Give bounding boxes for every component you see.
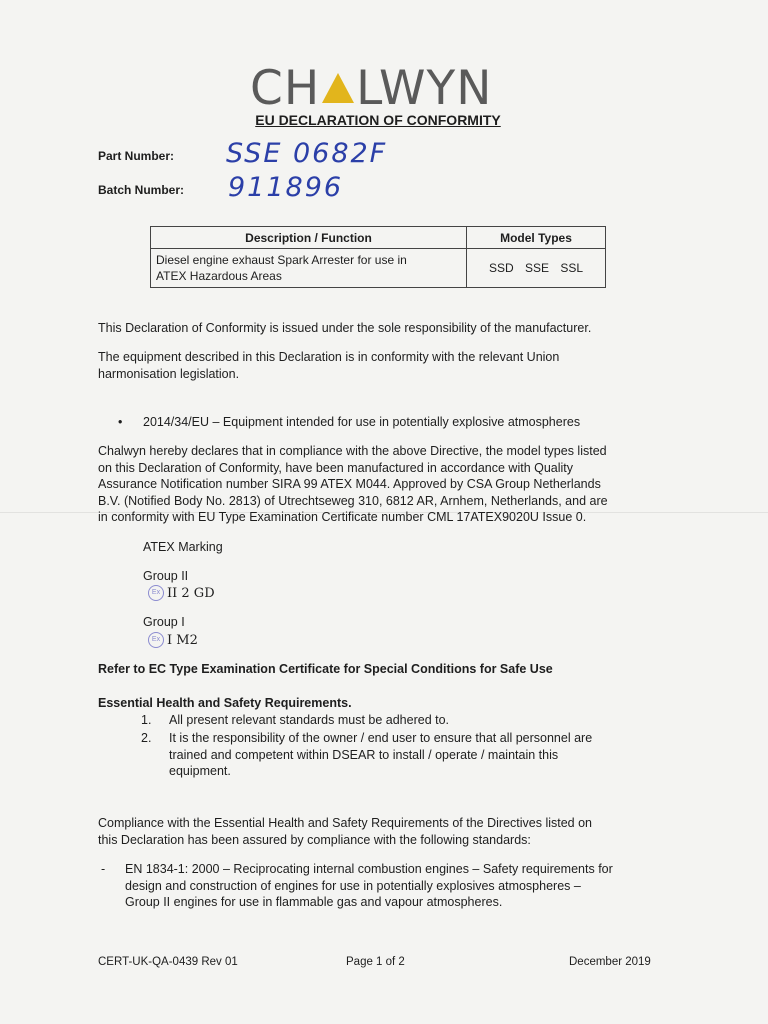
document-title: EU DECLARATION OF CONFORMITY	[255, 112, 501, 128]
ehsr-item-1: All present relevant standards must be adhered to.	[169, 713, 450, 727]
standard-line-2: design and construction of engines for use in potentially explosives atmospheres –	[125, 878, 581, 893]
description-table	[150, 226, 606, 288]
declaration-line-3: Assurance Notification number SIRA 99 ATEX M044. Approved by CSA Group Netherlands	[98, 477, 601, 491]
directive-item: 2014/34/EU – Equipment intended for use in potentially explosive atmospheres	[143, 415, 581, 429]
logo-text-right: LWYN	[356, 60, 493, 116]
responsibility-paragraph: This Declaration of Conformity is issued under the sole responsibility of the manufacturer.	[98, 321, 592, 335]
ehsr-heading: Essential Health and Safety Requirements.	[98, 696, 352, 710]
group-2-mark: II 2 GD	[167, 586, 215, 601]
model-types-cell: SSD SSE SSL	[467, 249, 606, 288]
logo-triangle-icon	[321, 71, 355, 105]
footer-reference: CERT-UK-QA-0439 Rev 01	[98, 956, 238, 968]
chalwyn-logo	[250, 62, 506, 114]
conformity-line-2: harmonisation legislation.	[98, 366, 240, 381]
ehsr-item-2	[169, 730, 659, 780]
dash-icon: -	[101, 862, 106, 876]
ehsr-item-2-line-1: It is the responsibility of the owner / end user to ensure that all personnel are	[169, 731, 593, 745]
compliance-paragraph	[98, 815, 668, 848]
declaration-line-4: B.V. (Notified Body No. 2813) of Utrechtseweg 310, 6812 AR, Arnhem, Netherlands, and are	[98, 493, 608, 508]
group-2-marking	[148, 584, 215, 602]
special-conditions-note: Refer to EC Type Examination Certificate for Special Conditions for Safe Use	[98, 662, 553, 676]
description-line-1: Diesel engine exhaust Spark Arrester for use in	[156, 253, 407, 267]
model-types-header: Model Types	[467, 227, 606, 249]
part-number-label: Part Number:	[98, 149, 175, 163]
conformity-paragraph	[98, 349, 658, 382]
standard-line-1: EN 1834-1: 2000 – Reciprocating internal combustion engines – Safety requirements for	[125, 862, 613, 876]
group-2-label: Group II	[143, 569, 189, 583]
declaration-paragraph	[98, 443, 668, 526]
ehsr-item-2-line-2: trained and competent within DSEAR to install / operate / maintain this	[169, 747, 559, 762]
group-1-label: Group I	[143, 615, 185, 629]
atex-marking-heading: ATEX Marking	[143, 540, 223, 554]
declaration-line-5: in conformity with EU Type Examination Certificate number CML 17ATEX9020U Issue 0.	[98, 510, 587, 524]
table-header-row	[151, 227, 606, 249]
table-row	[151, 249, 606, 288]
footer-page-number: Page 1 of 2	[346, 956, 405, 968]
footer-date: December 2019	[569, 956, 651, 968]
conformity-line-1: The equipment described in this Declaration is in conformity with the relevant Union	[98, 350, 560, 364]
declaration-line-1: Chalwyn hereby declares that in compliance with the above Directive, the model types listed	[98, 444, 607, 458]
declaration-line-2: on this Declaration of Conformity, have been manufactured in accordance with Quality	[98, 460, 574, 475]
batch-number-label: Batch Number:	[98, 183, 185, 197]
compliance-line-1: Compliance with the Essential Health and Safety Requirements of the Directives listed on	[98, 816, 593, 830]
standard-item	[125, 861, 670, 911]
ehsr-item-2-line-3: equipment.	[169, 764, 231, 778]
ehsr-item-1-number: 1.	[141, 713, 152, 727]
group-1-mark: I M2	[167, 633, 198, 648]
compliance-line-2: this Declaration has been assured by compliance with the following standards:	[98, 832, 531, 847]
standard-line-3: Group II engines for use in flammable gas and vapour atmospheres.	[125, 895, 503, 909]
ex-symbol-icon: Ex	[148, 585, 164, 601]
bullet-icon: •	[118, 415, 123, 429]
ehsr-item-2-number: 2.	[141, 731, 152, 745]
batch-number-value: 911896	[228, 172, 344, 203]
ex-symbol-icon: Ex	[148, 632, 164, 648]
group-1-marking	[148, 631, 198, 649]
description-cell	[151, 249, 467, 288]
logo-text-left: CH	[250, 60, 321, 116]
part-number-value: SSE 0682F	[226, 138, 388, 169]
description-header: Description / Function	[151, 227, 467, 249]
description-line-2: ATEX Hazardous Areas	[156, 269, 282, 283]
